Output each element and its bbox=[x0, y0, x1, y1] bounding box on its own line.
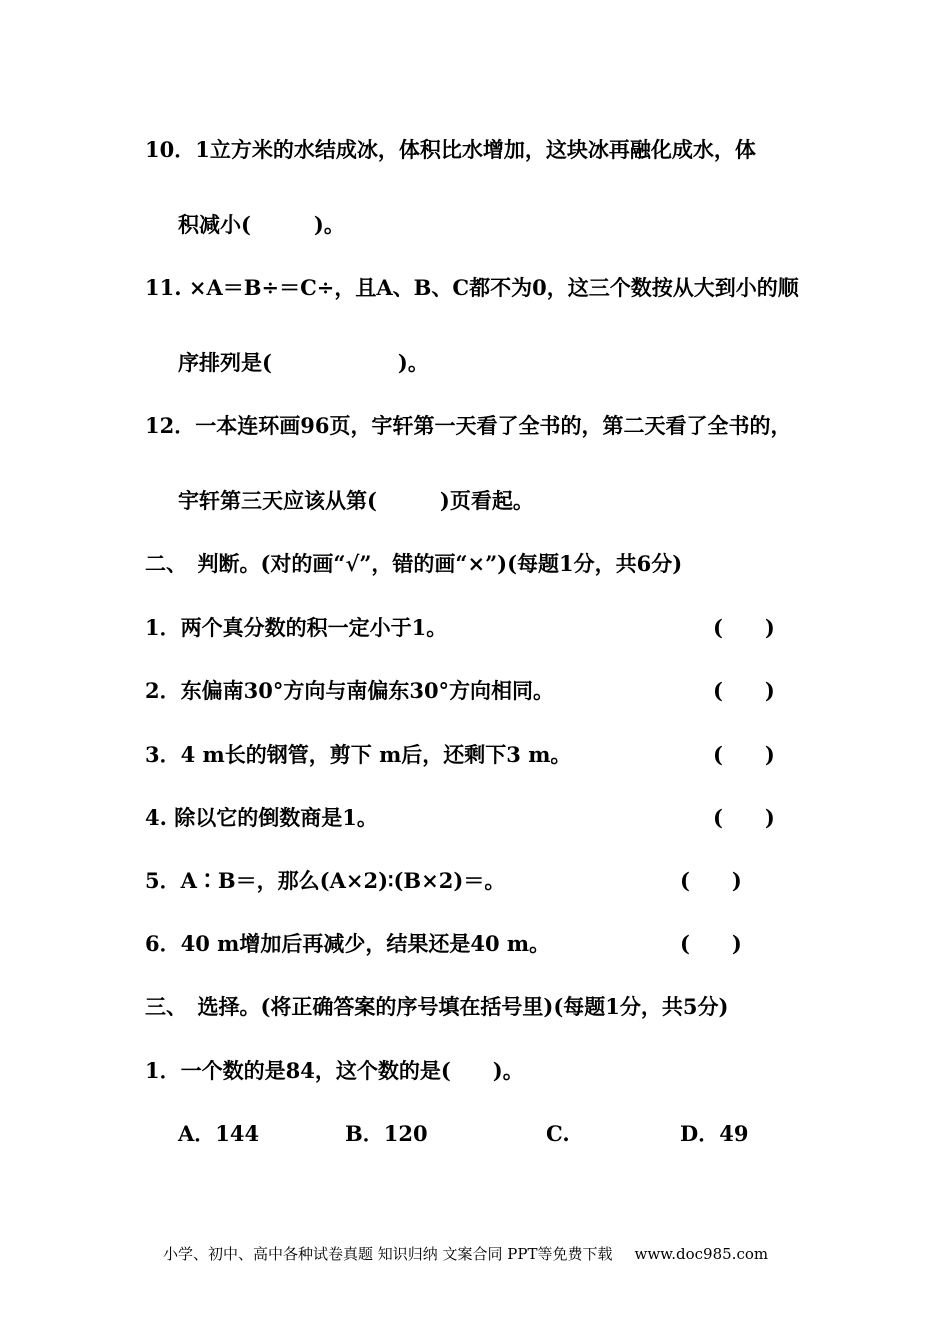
footer-url[interactable]: www.doc985.com bbox=[634, 1245, 769, 1263]
question-11-line1: 11. ×A＝B÷＝C÷，且A、B、C都不为0，这三个数按从大到小的顺 bbox=[145, 275, 799, 300]
judge-item-3: 3．4 m长的钢管，剪下 m后，还剩下3 m。 bbox=[145, 742, 572, 767]
question-10-line2: 积减小( )。 bbox=[178, 212, 345, 237]
question-11-line2: 序排列是( )。 bbox=[178, 350, 429, 375]
choice-option-a[interactable]: A．144 bbox=[178, 1121, 260, 1146]
judge-answer-box-3[interactable]: ( ) bbox=[713, 742, 775, 767]
judge-answer-box-4[interactable]: ( ) bbox=[713, 805, 775, 830]
choice-option-b[interactable]: B．120 bbox=[345, 1121, 428, 1146]
question-10-line1: 10．1立方米的水结成冰，体积比水增加，这块冰再融化成水，体 bbox=[145, 137, 756, 162]
judge-answer-box-5[interactable]: ( ) bbox=[680, 868, 742, 893]
judge-answer-box-1[interactable]: ( ) bbox=[713, 615, 775, 640]
section3-heading: 三、 选择。(将正确答案的序号填在括号里)(每题1分，共5分) bbox=[145, 994, 729, 1019]
choice-option-c[interactable]: C. bbox=[546, 1121, 570, 1146]
judge-answer-box-2[interactable]: ( ) bbox=[713, 678, 775, 703]
question-12-line1: 12．一本连环画96页，宇轩第一天看了全书的，第二天看了全书的， bbox=[145, 413, 792, 438]
choice-question-1: 1．一个数的是84，这个数的是( )。 bbox=[145, 1058, 524, 1083]
judge-item-4: 4. 除以它的倒数商是1。 bbox=[145, 805, 378, 830]
judge-item-2: 2．东偏南30°方向与南偏东30°方向相同。 bbox=[145, 678, 555, 703]
judge-item-5: 5．A∶B＝，那么(A×2)∶(B×2)＝。 bbox=[145, 868, 506, 893]
section2-heading: 二、 判断。(对的画“√”，错的画“×”)(每题1分，共6分) bbox=[145, 551, 683, 576]
judge-item-6: 6．40 m增加后再减少，结果还是40 m。 bbox=[145, 931, 551, 956]
page-footer bbox=[163, 1243, 768, 1264]
footer-text: 小学、初中、高中各种试卷真题 知识归纳 文案合同 PPT等免费下载 bbox=[163, 1245, 613, 1263]
judge-item-1: 1．两个真分数的积一定小于1。 bbox=[145, 615, 448, 640]
question-12-line2: 宇轩第三天应该从第( )页看起。 bbox=[178, 488, 534, 513]
choice-option-d[interactable]: D．49 bbox=[680, 1121, 749, 1146]
judge-answer-box-6[interactable]: ( ) bbox=[680, 931, 742, 956]
